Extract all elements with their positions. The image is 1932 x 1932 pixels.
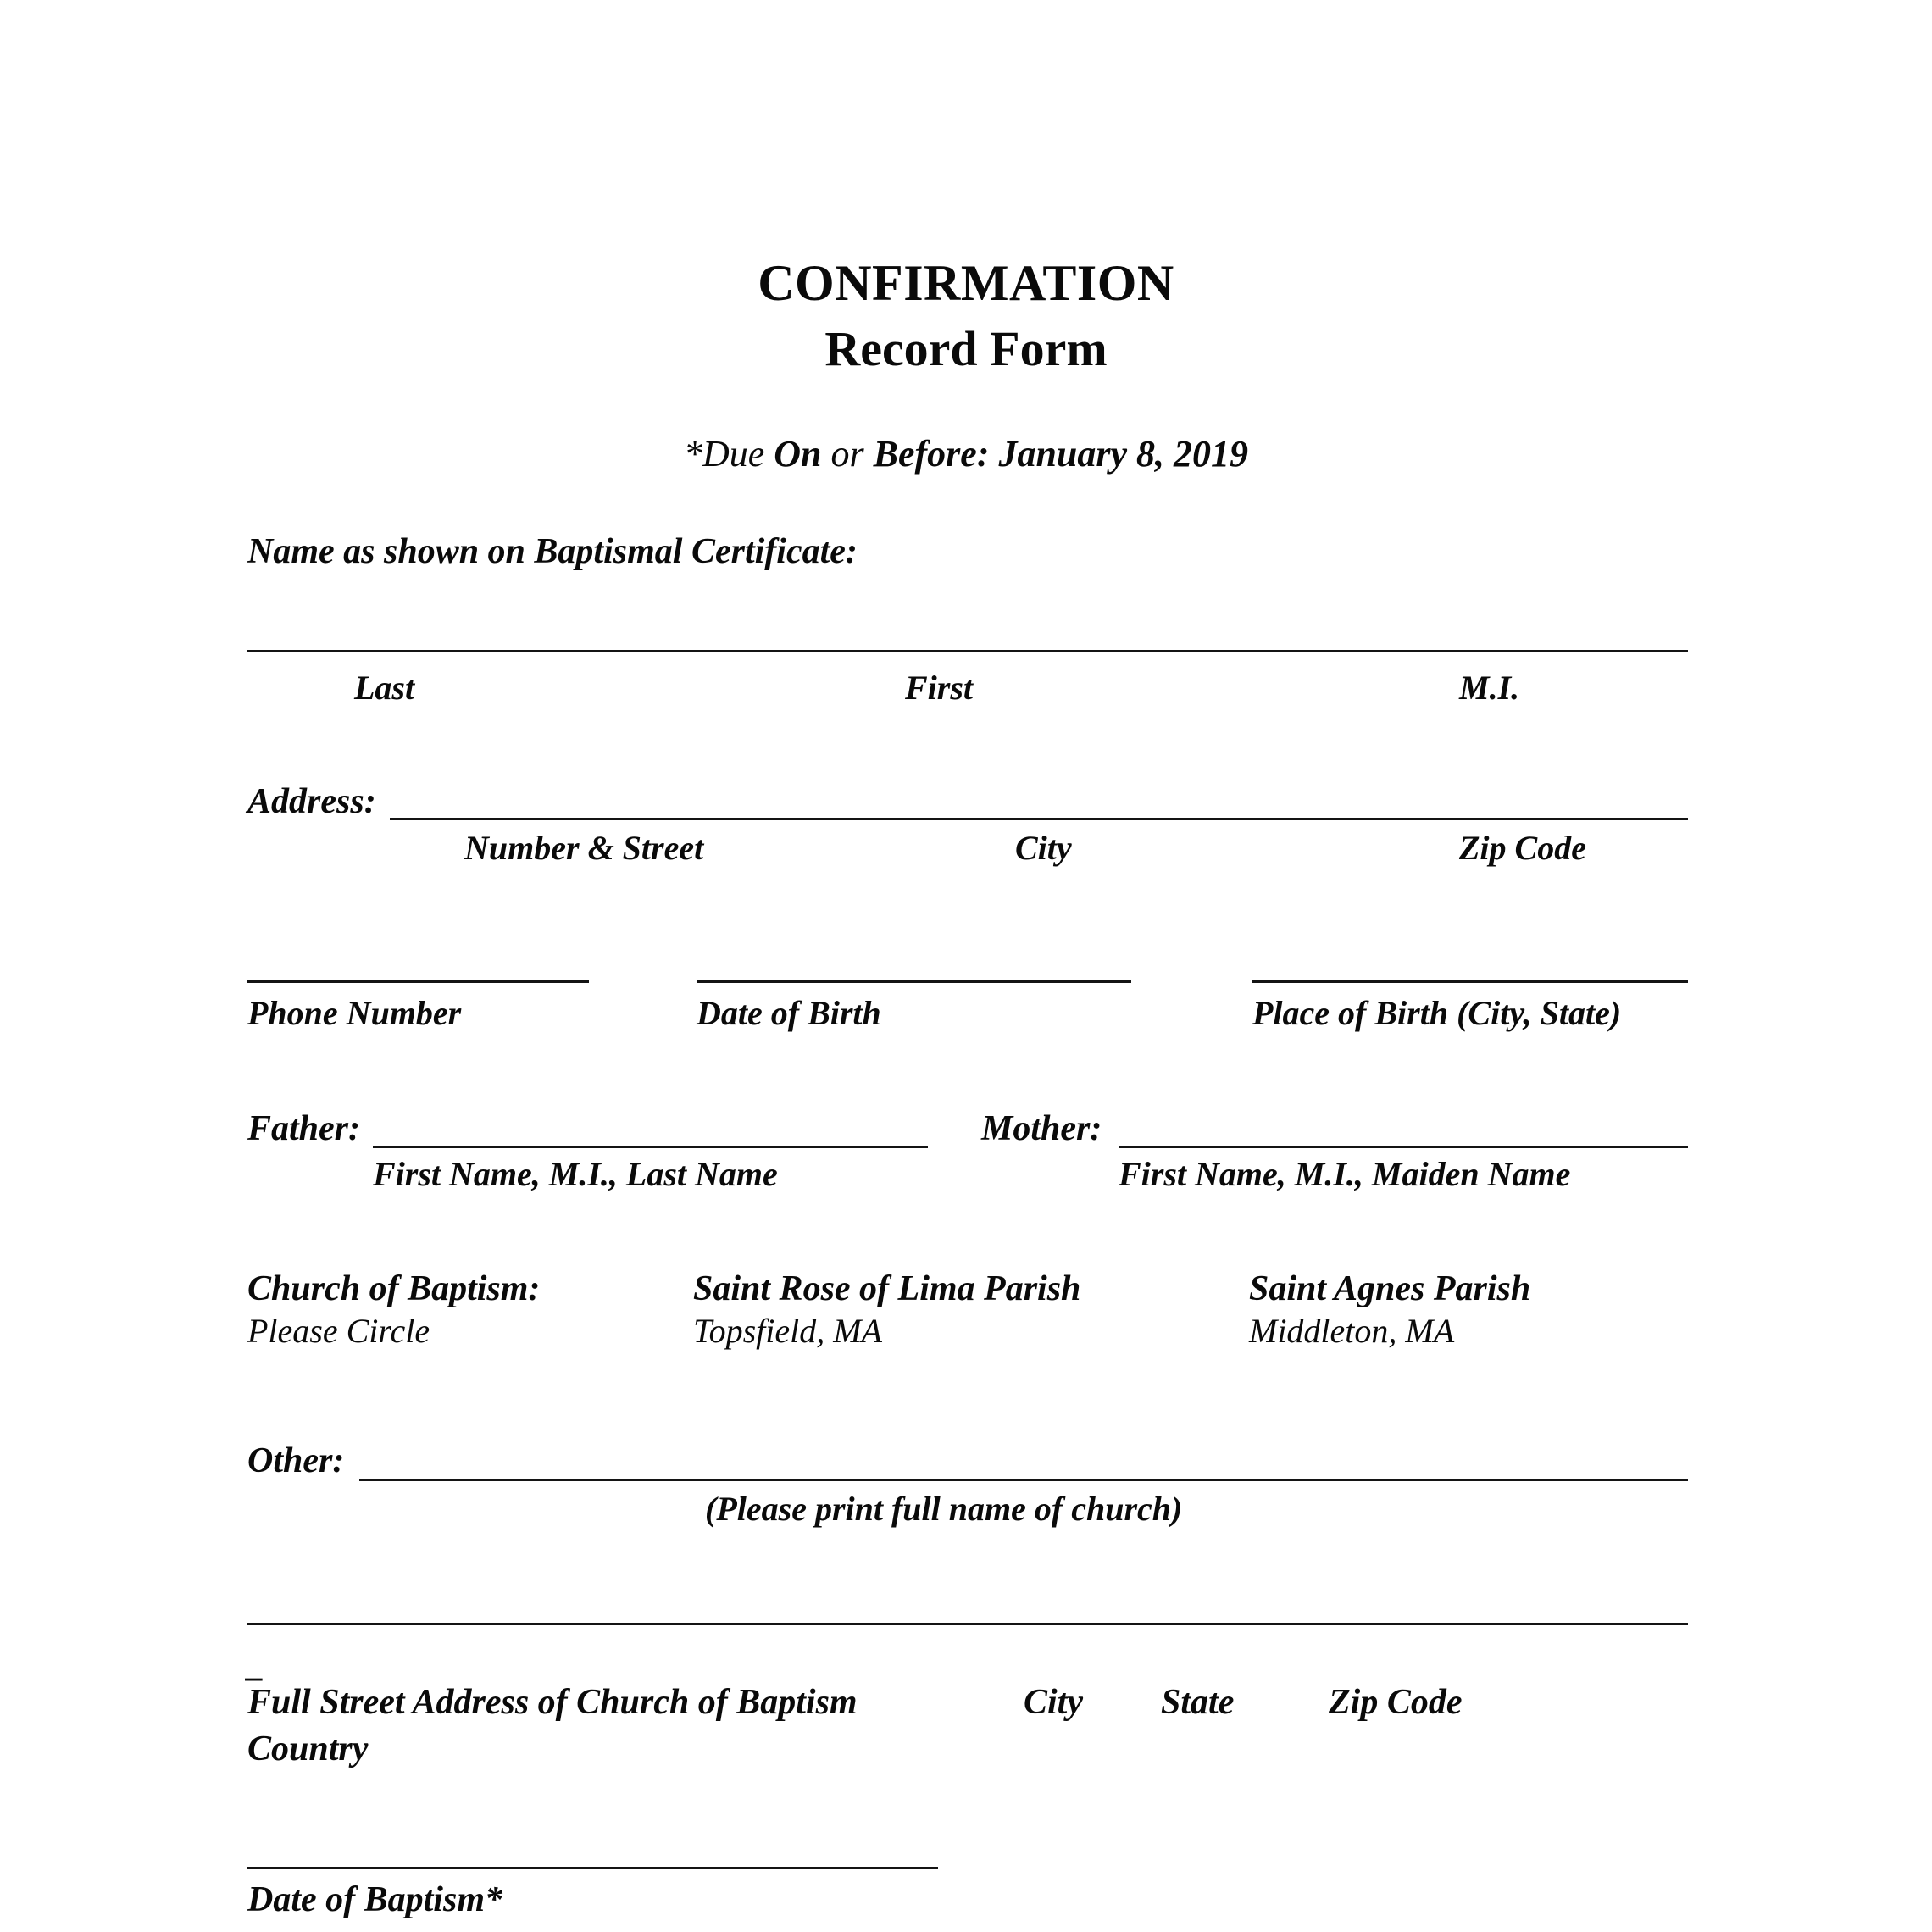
place-of-birth-label: Place of Birth (City, State) bbox=[1252, 994, 1622, 1032]
name-middle-initial-label: M.I. bbox=[1459, 669, 1520, 707]
church-option-saint-agnes-town: Middleton, MA bbox=[1249, 1312, 1455, 1350]
page-subtitle: Record Form bbox=[824, 321, 1108, 376]
church-address-country-label: Country bbox=[247, 1729, 369, 1768]
church-of-baptism-instruction: Please Circle bbox=[247, 1312, 430, 1350]
due-date-line bbox=[0, 432, 1932, 475]
phone-number-label: Phone Number bbox=[247, 994, 462, 1032]
address-label: Address: bbox=[247, 782, 376, 821]
name-first-label: First bbox=[905, 669, 974, 707]
page-title: CONFIRMATION bbox=[758, 255, 1174, 311]
due-on-word: On bbox=[774, 433, 822, 475]
address-zip-label: Zip Code bbox=[1459, 829, 1586, 867]
other-church-input-line[interactable] bbox=[359, 1479, 1688, 1481]
address-city-label: City bbox=[1015, 829, 1072, 867]
name-input-line[interactable] bbox=[247, 650, 1688, 652]
church-option-saint-rose-of-lima[interactable]: Saint Rose of Lima Parish bbox=[693, 1269, 1081, 1308]
date-of-baptism-label: Date of Baptism* bbox=[247, 1880, 502, 1919]
church-address-input-line[interactable] bbox=[247, 1623, 1688, 1625]
other-church-hint: (Please print full name of church) bbox=[705, 1490, 1183, 1528]
address-input-line[interactable] bbox=[390, 818, 1688, 820]
other-church-label: Other: bbox=[247, 1441, 345, 1480]
stray-underscore-mark: _ bbox=[247, 1646, 264, 1684]
date-of-birth-input-line[interactable] bbox=[697, 980, 1131, 983]
church-full-address-label: Full Street Address of Church of Baptism bbox=[247, 1683, 858, 1722]
name-prompt-label: Name as shown on Baptismal Certificate: bbox=[247, 532, 858, 571]
date-of-baptism-input-line[interactable] bbox=[247, 1867, 938, 1869]
church-option-saint-rose-town: Topsfield, MA bbox=[693, 1312, 882, 1350]
due-date-value: : January 8, 2019 bbox=[976, 433, 1249, 475]
church-option-saint-agnes[interactable]: Saint Agnes Parish bbox=[1249, 1269, 1531, 1308]
mother-input-line[interactable] bbox=[1119, 1146, 1688, 1148]
mother-label: Mother: bbox=[981, 1109, 1102, 1148]
church-address-city-label: City bbox=[1024, 1683, 1083, 1722]
due-before-word: Before bbox=[873, 433, 977, 475]
father-input-line[interactable] bbox=[373, 1146, 928, 1148]
church-of-baptism-label: Church of Baptism: bbox=[247, 1269, 541, 1308]
name-last-label: Last bbox=[354, 669, 415, 707]
father-name-hint: First Name, M.I., Last Name bbox=[373, 1155, 778, 1193]
church-address-state-label: State bbox=[1161, 1683, 1235, 1722]
church-address-zip-label: Zip Code bbox=[1329, 1683, 1463, 1722]
due-mid-word: or bbox=[821, 433, 874, 475]
mother-name-hint: First Name, M.I., Maiden Name bbox=[1119, 1155, 1571, 1193]
due-prefix: *Due bbox=[683, 433, 774, 475]
phone-input-line[interactable] bbox=[247, 980, 589, 983]
father-label: Father: bbox=[247, 1109, 361, 1148]
date-of-birth-label: Date of Birth bbox=[697, 994, 881, 1032]
place-of-birth-input-line[interactable] bbox=[1252, 980, 1688, 983]
address-number-street-label: Number & Street bbox=[464, 829, 704, 867]
